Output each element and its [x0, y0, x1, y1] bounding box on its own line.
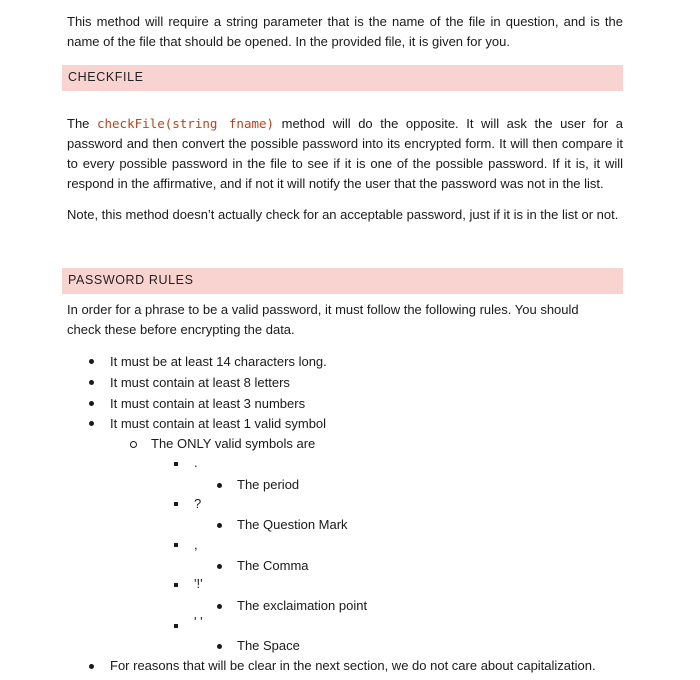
checkfile-paragraph: [67, 114, 623, 194]
rule-item: It must contain at least 1 valid symbol: [110, 416, 327, 431]
password-rules-heading-text: PASSWORD RULES: [68, 273, 194, 287]
symbol-value: ?: [194, 496, 202, 511]
square-bullet-icon: [174, 624, 178, 628]
checkfile-paragraph-prefix: The: [67, 116, 97, 131]
rule-item-capitalization: For reasons that will be clear in the next section, we do not care about capitalization.: [110, 658, 596, 673]
symbol-value: ,: [194, 537, 198, 552]
symbol-name: The Comma: [237, 558, 309, 573]
bullet-icon: [217, 483, 222, 488]
intro-paragraph: This method will require a string parameter that is the name of the file in question, and is the name of the file that should be opened. In the provided file, it is given for you.: [67, 14, 623, 49]
symbol-value: ' ': [194, 614, 203, 629]
rule-item: It must contain at least 3 numbers: [110, 396, 306, 411]
symbol-name: The exclaimation point: [237, 598, 368, 613]
checkfile-heading: [62, 65, 623, 91]
password-rules-heading: [62, 268, 623, 294]
rule-item: It must be at least 14 characters long.: [110, 354, 327, 369]
square-bullet-icon: [174, 583, 178, 587]
square-bullet-icon: [174, 543, 178, 547]
symbol-name: The period: [237, 477, 300, 492]
bullet-icon: [217, 604, 222, 609]
bullet-icon: [89, 401, 94, 406]
symbol-value: '!': [194, 576, 203, 591]
bullet-icon: [89, 359, 94, 364]
square-bullet-icon: [174, 502, 178, 506]
symbol-name: The Question Mark: [237, 517, 348, 532]
checkfile-paragraph-rest: method will do the opposite. It will ask the user for a password and then convert the possible password into its encrypted form. It will then compare it to every possible password in the file to see if it is one of the possible password. If it is, it will respond in the affirmative, and if not it will notify the user that the password was not in the list.: [67, 116, 623, 191]
symbol-value: .: [194, 455, 198, 470]
bullet-icon: [217, 564, 222, 569]
bullet-icon: [217, 644, 222, 649]
bullet-icon: [89, 664, 94, 669]
rule-item: It must contain at least 8 letters: [110, 375, 290, 390]
bullet-icon: [89, 380, 94, 385]
sub-rule-item: The ONLY valid symbols are: [151, 436, 316, 451]
bullet-icon: [217, 523, 222, 528]
symbol-name: The Space: [237, 638, 300, 653]
checkfile-method-code: checkFile(string fname): [96, 116, 275, 131]
password-rules-intro: In order for a phrase to be a valid password, it must follow the following rules. You should check these before encrypting the data.: [67, 302, 579, 337]
checkfile-note: Note, this method doesn’t actually check for an acceptable password, just if it is in the list or not.: [67, 207, 619, 222]
checkfile-heading-text: CHECKFILE: [68, 70, 144, 84]
square-bullet-icon: [174, 462, 178, 466]
bullet-icon: [89, 421, 94, 426]
hollow-bullet-icon: [130, 441, 137, 448]
